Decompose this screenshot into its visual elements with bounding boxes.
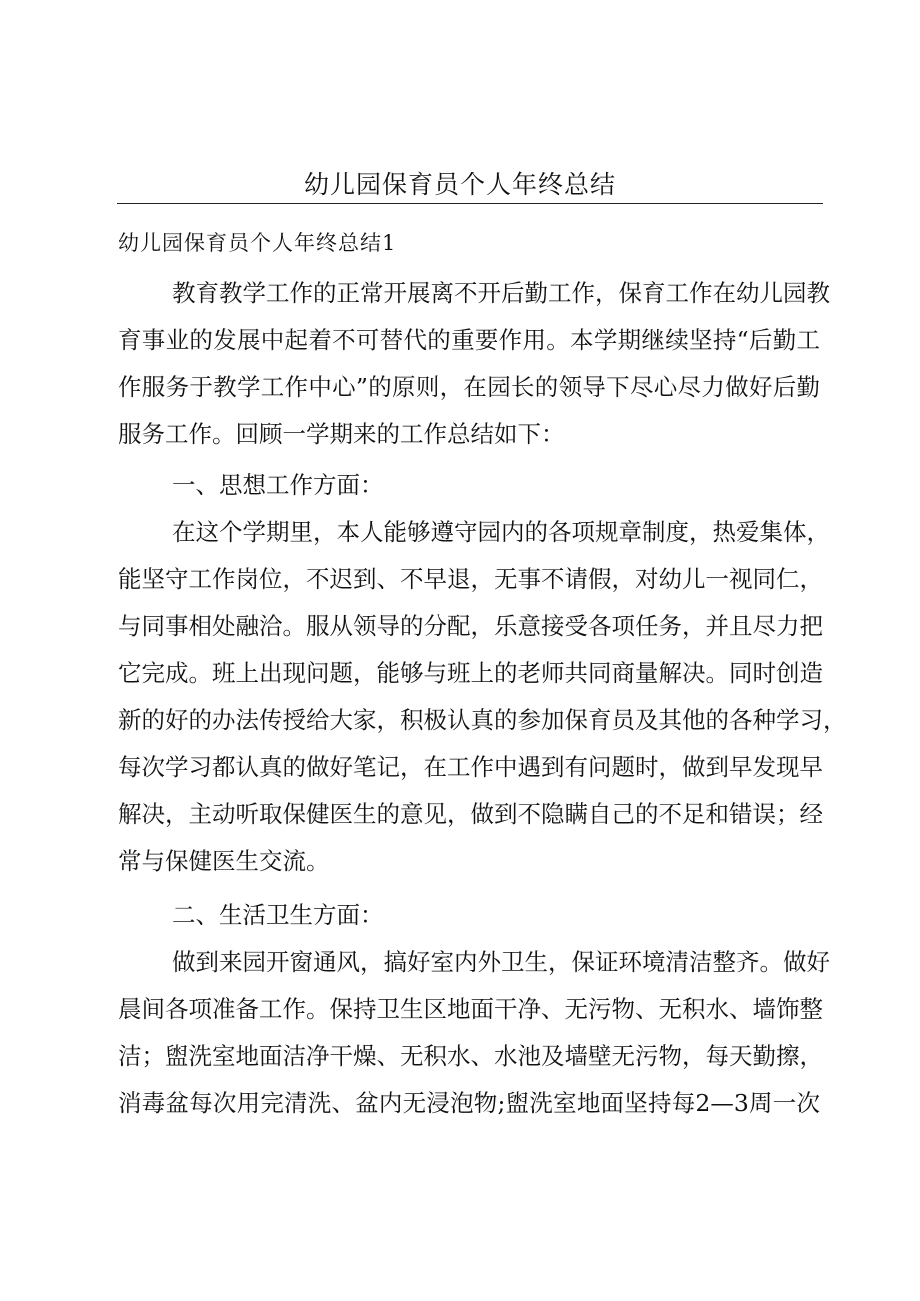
paragraph-line: 它完成。班上出现问题，能够与班上的老师共同商量解决。同时创造 [118, 659, 823, 687]
paragraph-line: 解决，主动听取保健医生的意见，做到不隐瞒自己的不足和错误；经 [118, 800, 823, 828]
paragraph-line: 能坚守工作岗位，不迟到、不早退，无事不请假，对幼儿一视同仁， [118, 565, 823, 593]
document-title: 幼儿园保育员个人年终总结 [303, 170, 616, 199]
section-heading: 幼儿园保育员个人年终总结1 [118, 231, 397, 255]
paragraph-line: 常与保健医生交流。 [118, 847, 330, 875]
paragraph-line: 育事业的发展中起着不可替代的重要作用。本学期继续坚持“后勤工 [118, 326, 820, 354]
paragraph-line: 晨间各项准备工作。保持卫生区地面干净、无污物、无积水、墙饰整 [118, 995, 823, 1023]
paragraph-line: 在这个学期里，本人能够遵守园内的各项规章制度，热爱集体， [172, 518, 830, 546]
paragraph-line: 教育教学工作的正常开展离不开后勤工作，保育工作在幼儿园教 [172, 279, 830, 307]
paragraph-line: 服务工作。回顾一学期来的工作总结如下： [118, 420, 565, 448]
paragraph-line: 作服务于教学工作中心”的原则，在园长的领导下尽心尽力做好后勤 [118, 373, 820, 401]
paragraph-line: 每次学习都认真的做好笔记，在工作中遇到有问题时，做到早发现早 [118, 753, 823, 781]
paragraph-line: 新的好的办法传授给大家，积极认真的参加保育员及其他的各种学习， [118, 706, 847, 734]
subsection-heading: 二、生活卫生方面： [172, 901, 384, 929]
paragraph-line: 消毒盆每次用完清洗、盆内无浸泡物;盥洗室地面坚持每2—3周一次 [118, 1089, 820, 1117]
subsection-heading: 一、思想工作方面： [172, 471, 384, 499]
paragraph-line: 洁；盥洗室地面洁净干燥、无积水、水池及墙壁无污物，每天勤擦， [118, 1042, 823, 1070]
paragraph-line: 与同事相处融洽。服从领导的分配，乐意接受各项任务，并且尽力把 [118, 612, 823, 640]
title-underline [117, 203, 823, 204]
paragraph-line: 做到来园开窗通风，搞好室内外卫生，保证环境清洁整齐。做好 [172, 948, 830, 976]
